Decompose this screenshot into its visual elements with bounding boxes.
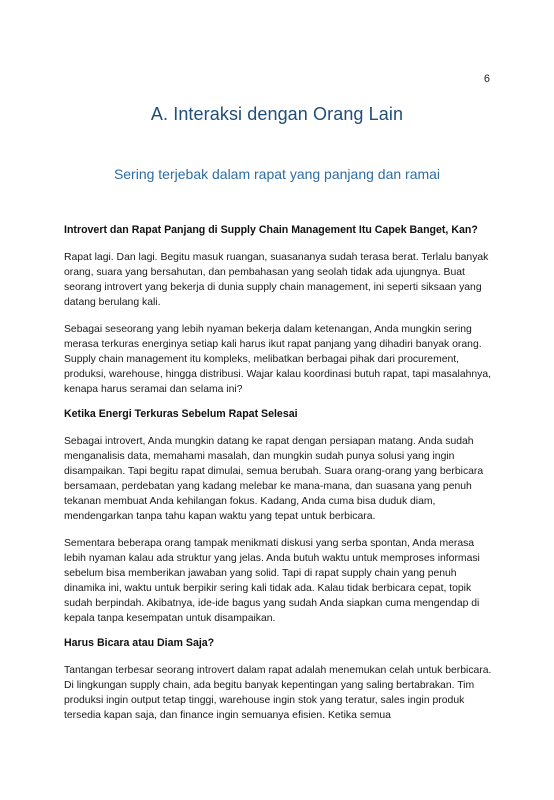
section-heading: Harus Bicara atau Diam Saja? [64,637,215,649]
chapter-title: A. Interaksi dengan Orang Lain [150,104,404,124]
chapter-subtitle: Sering terjebak dalam rapat yang panjang dan ramai [113,166,441,182]
paragraph: Sebagai introvert, Anda mungkin datang ke rapat dengan persiapan matang. Anda sudah menganalisis data, memahami masalah, dan mungkin sudah punya solusi yang ingin disampaikan. Tapi begitu rapat dimulai, semua berubah. Suara orang-orang yang berbicara bersamaan, perdebatan yang kadang melebar ke mana-mana, dan suasana yang penuh tekanan membuat Anda kehilangan fokus. Kadang, Anda cuma bisa duduk diam, mendengarkan tanpa tahu kapan waktu yang tepat untuk berbicara. [64,436,484,522]
paragraph: Rapat lagi. Dan lagi. Begitu masuk ruangan, suasananya sudah terasa berat. Terlalu banyak orang, suara yang bersahutan, dan pembahasan yang seolah tidak ada ujungnya. Buat seorang introvert yang bekerja di dunia supply chain management, ini seperti siksaan yang datang berulang kali. [64,252,489,308]
section-heading: Ketika Energi Terkuras Sebelum Rapat Selesai [64,408,298,420]
paragraph: Sementara beberapa orang tampak menikmati diskusi yang serba spontan, Anda merasa lebih nyaman kalau ada struktur yang jelas. Anda butuh waktu untuk memproses informasi sebelum bisa memberikan jawaban yang solid. Tapi di rapat supply chain yang penuh dinamika ini, waktu untuk berpikir sering kali tidak ada. Kalau tidak berbicara cepat, topik sudah berpindah. Akibatnya, ide-ide bagus yang sudah Anda siapkan cuma mengendap di kepala tanpa kesempatan untuk disampaikan. [64,538,480,624]
page-number: 6 [483,73,490,85]
body-content [64,223,496,735]
section-heading: Introvert dan Rapat Panjang di Supply Chain Management Itu Capek Banget, Kan? [64,224,478,236]
paragraph: Tantangan terbesar seorang introvert dalam rapat adalah menemukan celah untuk berbicara. Di lingkungan supply chain, ada begitu banyak kepentingan yang saling bertabrakan. Tim produksi ingin output tetap tinggi, warehouse ingin stok yang teratur, sales ingin produk tersedia kapan saja, dan finance ingin semuanya efisien. Ketika semua [64,665,492,721]
paragraph: Sebagai seseorang yang lebih nyaman bekerja dalam ketenangan, Anda mungkin sering merasa terkuras energinya setiap kali harus ikut rapat panjang yang dihadiri banyak orang. Supply chain management itu kompleks, melibatkan berbagai pihak dari procurement, produksi, warehouse, hingga distribusi. Wajar kalau koordinasi butuh rapat, tapi masalahnya, kenapa harus seramai dan selama ini? [64,324,492,395]
